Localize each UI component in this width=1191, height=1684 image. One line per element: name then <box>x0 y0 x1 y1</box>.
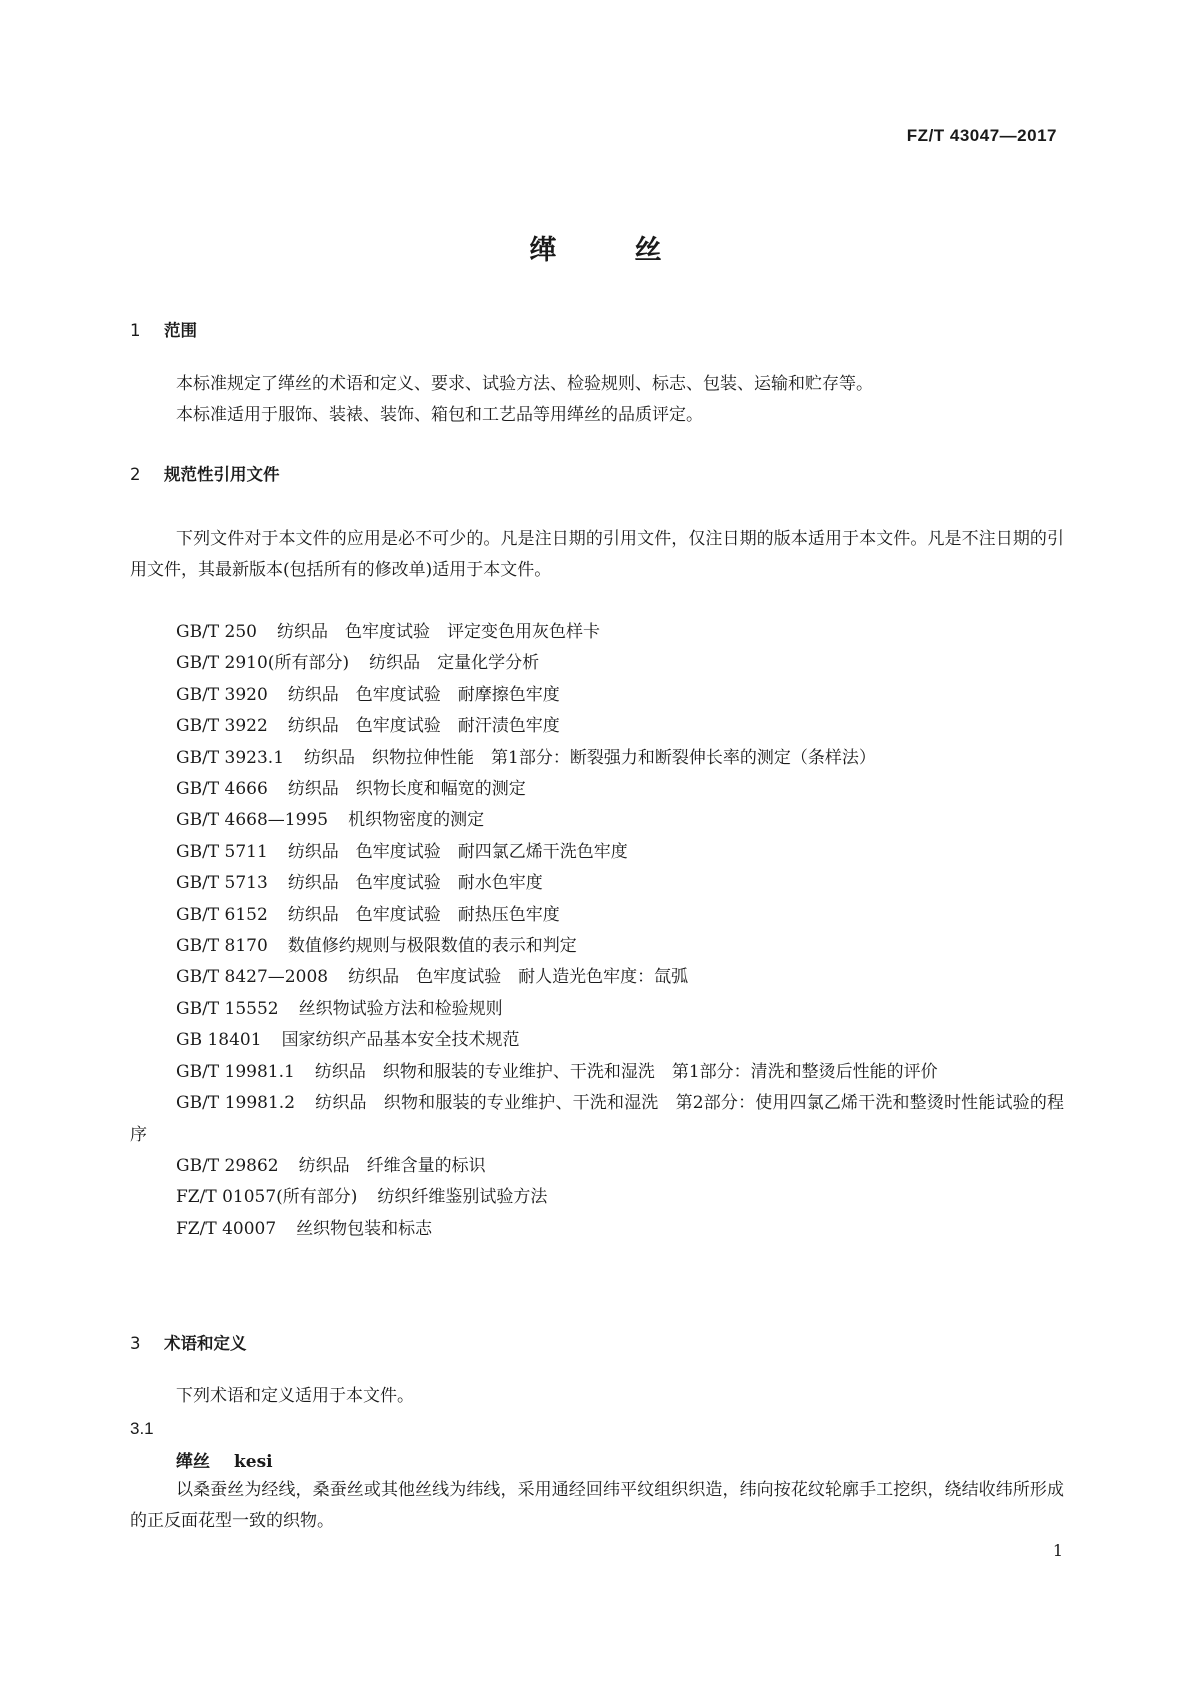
section-3-title: 术语和定义 <box>164 1334 247 1353</box>
clause-number: 3.1 <box>130 1419 154 1438</box>
reference-title: 国家纺织产品基本安全技术规范 <box>281 1030 520 1051</box>
reference-title: 机织物密度的测定 <box>348 810 485 831</box>
reference-title: 纺织品 织物长度和幅宽的测定 <box>287 779 526 800</box>
reference-title: 丝织物试验方法和检验规则 <box>298 998 503 1019</box>
scope-paragraph-1: 本标准规定了缂丝的术语和定义、要求、试验方法、检验规则、标志、包装、运输和贮存等。 <box>176 374 873 394</box>
reference-code: GB/T 29862 <box>176 1155 279 1176</box>
reference-item <box>130 743 1064 774</box>
section-1-heading <box>130 317 197 341</box>
reference-item <box>130 962 1064 993</box>
reference-item <box>130 774 1064 805</box>
reference-item <box>130 617 1064 648</box>
references-intro: 下列文件对于本文件的应用是必不可少的。凡是注日期的引用文件，仅注日期的版本适用于本文件。凡是不注日期的引用文件，其最新版本(包括所有的修改单)适用于本文件。 <box>130 529 1064 580</box>
section-1-title: 范围 <box>164 321 197 340</box>
section-2-title: 规范性引用文件 <box>164 465 280 484</box>
reference-title: 丝织物包装和标志 <box>296 1218 433 1239</box>
reference-title: 纺织品 织物和服装的专业维护、干洗和湿洗 第2部分：使用四氯乙烯干洗和整烫时性能试验的程序 <box>130 1093 1064 1145</box>
page-number: 1 <box>1052 1541 1063 1560</box>
reference-item <box>130 931 1064 962</box>
reference-item <box>130 1088 1064 1151</box>
reference-title: 纺织品 色牢度试验 耐四氯乙烯干洗色牢度 <box>287 841 628 862</box>
reference-title: 纺织品 色牢度试验 耐摩擦色牢度 <box>287 684 560 705</box>
reference-code: GB/T 4668—1995 <box>176 810 329 831</box>
reference-title: 纺织品 织物和服装的专业维护、干洗和湿洗 第1部分：清洗和整烫后性能的评价 <box>314 1061 938 1082</box>
reference-item <box>130 711 1064 742</box>
reference-code: FZ/T 01057(所有部分) <box>176 1187 358 1208</box>
reference-code: GB/T 3923.1 <box>176 747 285 768</box>
reference-title: 纺织品 织物拉伸性能 第1部分：断裂强力和断裂伸长率的测定（条样法） <box>304 747 876 768</box>
section-2-heading <box>130 461 280 485</box>
scope-paragraph-2: 本标准适用于服饰、装裱、装饰、箱包和工艺品等用缂丝的品质评定。 <box>176 405 703 425</box>
reference-item <box>130 1182 1064 1213</box>
standard-code: FZ/T 43047—2017 <box>906 126 1057 145</box>
reference-code: FZ/T 40007 <box>176 1218 277 1239</box>
reference-item <box>130 1214 1064 1245</box>
title-char-1: 缂 <box>529 235 557 266</box>
reference-item <box>130 837 1064 868</box>
reference-item <box>130 900 1064 931</box>
reference-item <box>130 805 1064 836</box>
title-char-2: 丝 <box>634 235 662 266</box>
reference-title: 纺织品 色牢度试验 耐热压色牢度 <box>287 904 560 925</box>
reference-code: GB/T 2910(所有部分) <box>176 653 350 674</box>
reference-item <box>130 868 1064 899</box>
term-chinese: 缂丝 <box>176 1452 210 1472</box>
reference-code: GB/T 15552 <box>176 998 279 1019</box>
reference-title: 纺织品 色牢度试验 耐汗渍色牢度 <box>287 716 560 737</box>
term-english: kesi <box>234 1452 273 1472</box>
section-2-number: 2 <box>130 465 141 484</box>
term-definition: 以桑蚕丝为经线，桑蚕丝或其他丝线为纬线，采用通经回纬平纹组织织造，纬向按花纹轮廓手工挖织，绕结收纬所形成的正反面花型一致的织物。 <box>130 1480 1064 1531</box>
reference-code: GB/T 19981.1 <box>176 1061 295 1082</box>
reference-code: GB/T 4666 <box>176 779 268 800</box>
reference-item <box>130 648 1064 679</box>
reference-title: 数值修约规则与极限数值的表示和判定 <box>287 936 577 957</box>
reference-item <box>130 680 1064 711</box>
reference-title: 纺织品 定量化学分析 <box>369 653 540 674</box>
section-3-number: 3 <box>130 1334 141 1353</box>
reference-code: GB/T 6152 <box>176 904 268 925</box>
reference-code: GB/T 3920 <box>176 684 268 705</box>
section-3-heading <box>130 1330 247 1354</box>
reference-title: 纺织品 色牢度试验 评定变色用灰色样卡 <box>277 622 600 642</box>
reference-item <box>130 1057 1064 1088</box>
reference-item <box>130 994 1064 1025</box>
document-title <box>0 228 1191 267</box>
reference-title: 纺织品 纤维含量的标识 <box>298 1155 486 1176</box>
reference-item <box>130 1025 1064 1056</box>
reference-list <box>130 617 1064 1245</box>
reference-code: GB/T 8427—2008 <box>176 967 329 988</box>
reference-code: GB/T 5713 <box>176 873 268 894</box>
reference-code: GB 18401 <box>176 1030 262 1051</box>
section-1-number: 1 <box>130 321 141 340</box>
reference-title: 纺织品 色牢度试验 耐水色牢度 <box>287 873 543 894</box>
reference-code: GB/T 250 <box>176 622 257 642</box>
reference-title: 纺织品 色牢度试验 耐人造光色牢度：氙弧 <box>348 967 689 988</box>
term-heading <box>176 1447 273 1472</box>
reference-code: GB/T 3922 <box>176 716 268 737</box>
reference-code: GB/T 19981.2 <box>176 1093 296 1114</box>
reference-title: 纺织纤维鉴别试验方法 <box>377 1187 548 1208</box>
reference-code: GB/T 8170 <box>176 936 268 957</box>
reference-item <box>130 1151 1064 1182</box>
reference-code: GB/T 5711 <box>176 841 268 862</box>
terms-intro: 下列术语和定义适用于本文件。 <box>176 1386 414 1406</box>
